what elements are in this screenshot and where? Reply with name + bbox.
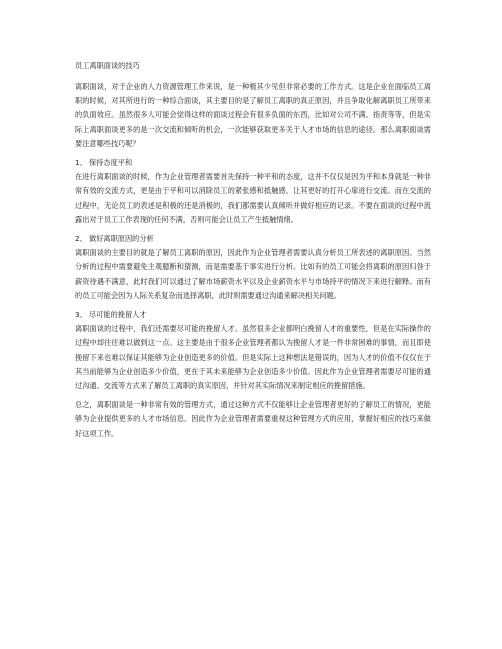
section-heading: 1、 保持态度平和 (75, 158, 133, 168)
section-body: 离职面谈的过程中，我们还需要尽可能的挽留人才。虽然很多企业都明白挽留人才的重要性，但是在实际操作的过程中却往往难以做到这一点。这主要是由于很多企业管理者都认为挽留人才是一件非常困难的事情，而且即使挽留下来也难以保证其能够为企业创造更多的价值。但是实际上这种想法是错误的，因为人才的价值不仅仅在于其当前能够为企业创造多少价值，更在于其未来能够为企业创造多少价值。因此作为企业管理者需要尽可能的通过沟通、交流等方式来了解员工离职的真实原因，并针对其实际情况来制定相应的挽留措施。 (75, 324, 431, 391)
intro-paragraph: 离职面谈，对于企业的人力资源管理工作来说，是一种极其少见但非常必要的工作方式。这是企业在面临员工离职的时候，对其所进行的一种综合面谈，其主要目的是了解员工离职的真正原因，并且争取化解离职员工所带来的负面效应。虽然很多人可能会觉得这样的面谈过程会有很多负面的东西，比如对公司不满、指责等等，但是实际上离职面谈更多的是一次交流和倾听的机会，一次能够获取更多关于人才市场的信息的途径。那么离职面谈需要注意哪些技巧呢？ (75, 82, 431, 148)
section-1 (75, 156, 431, 227)
document-title: 员工离职面谈的技巧 (75, 61, 140, 70)
section-body: 离职面谈的主要目的就是了解员工离职的原因，因此作为企业管理者需要认真分析员工所表述的离职原因。当然分析的过程中需要避免主观臆断和猜测，而是需要基于事实进行分析。比如有的员工可能会将离职的原因归咎于薪资待遇不满意，此时我们可以通过了解市场薪资水平以及企业薪资水平与市场持平的情况下来进行解释。而有的员工可能会因为人际关系复杂而选择离职，此时则需要通过沟通来解决相关问题。 (75, 248, 431, 300)
conclusion-paragraph: 总之，离职面谈是一种非常有效的管理方式，通过这种方式不仅能够让企业管理者更好的了解员工的情况，更能够为企业提供更多的人才市场信息。因此作为企业管理者需要重视这种管理方式的应用，掌握好相应的技巧来做好这项工作。 (75, 400, 431, 438)
section-3 (75, 308, 431, 393)
document-page (75, 61, 431, 441)
section-2 (75, 232, 431, 303)
section-body: 在进行离职面谈的时候，作为企业管理者需要首先保持一种平和的态度，这并不仅仅是因为平和本身就是一种非常有效的交流方式，更是由于平和可以消除员工的紧张感和抵触感，让其更好的打开心扉进行交流。而在交流的过程中，无论员工的表述是积极的还是消极的，我们都需要认真倾听并做好相应的记录。不要在面谈的过程中流露出对于员工工作表现的任何不满，否则可能会让员工产生抵触情绪。 (75, 172, 431, 224)
section-heading: 2、 做好离职原因的分析 (75, 234, 154, 244)
section-heading: 3、 尽可能的挽留人才 (75, 310, 147, 320)
